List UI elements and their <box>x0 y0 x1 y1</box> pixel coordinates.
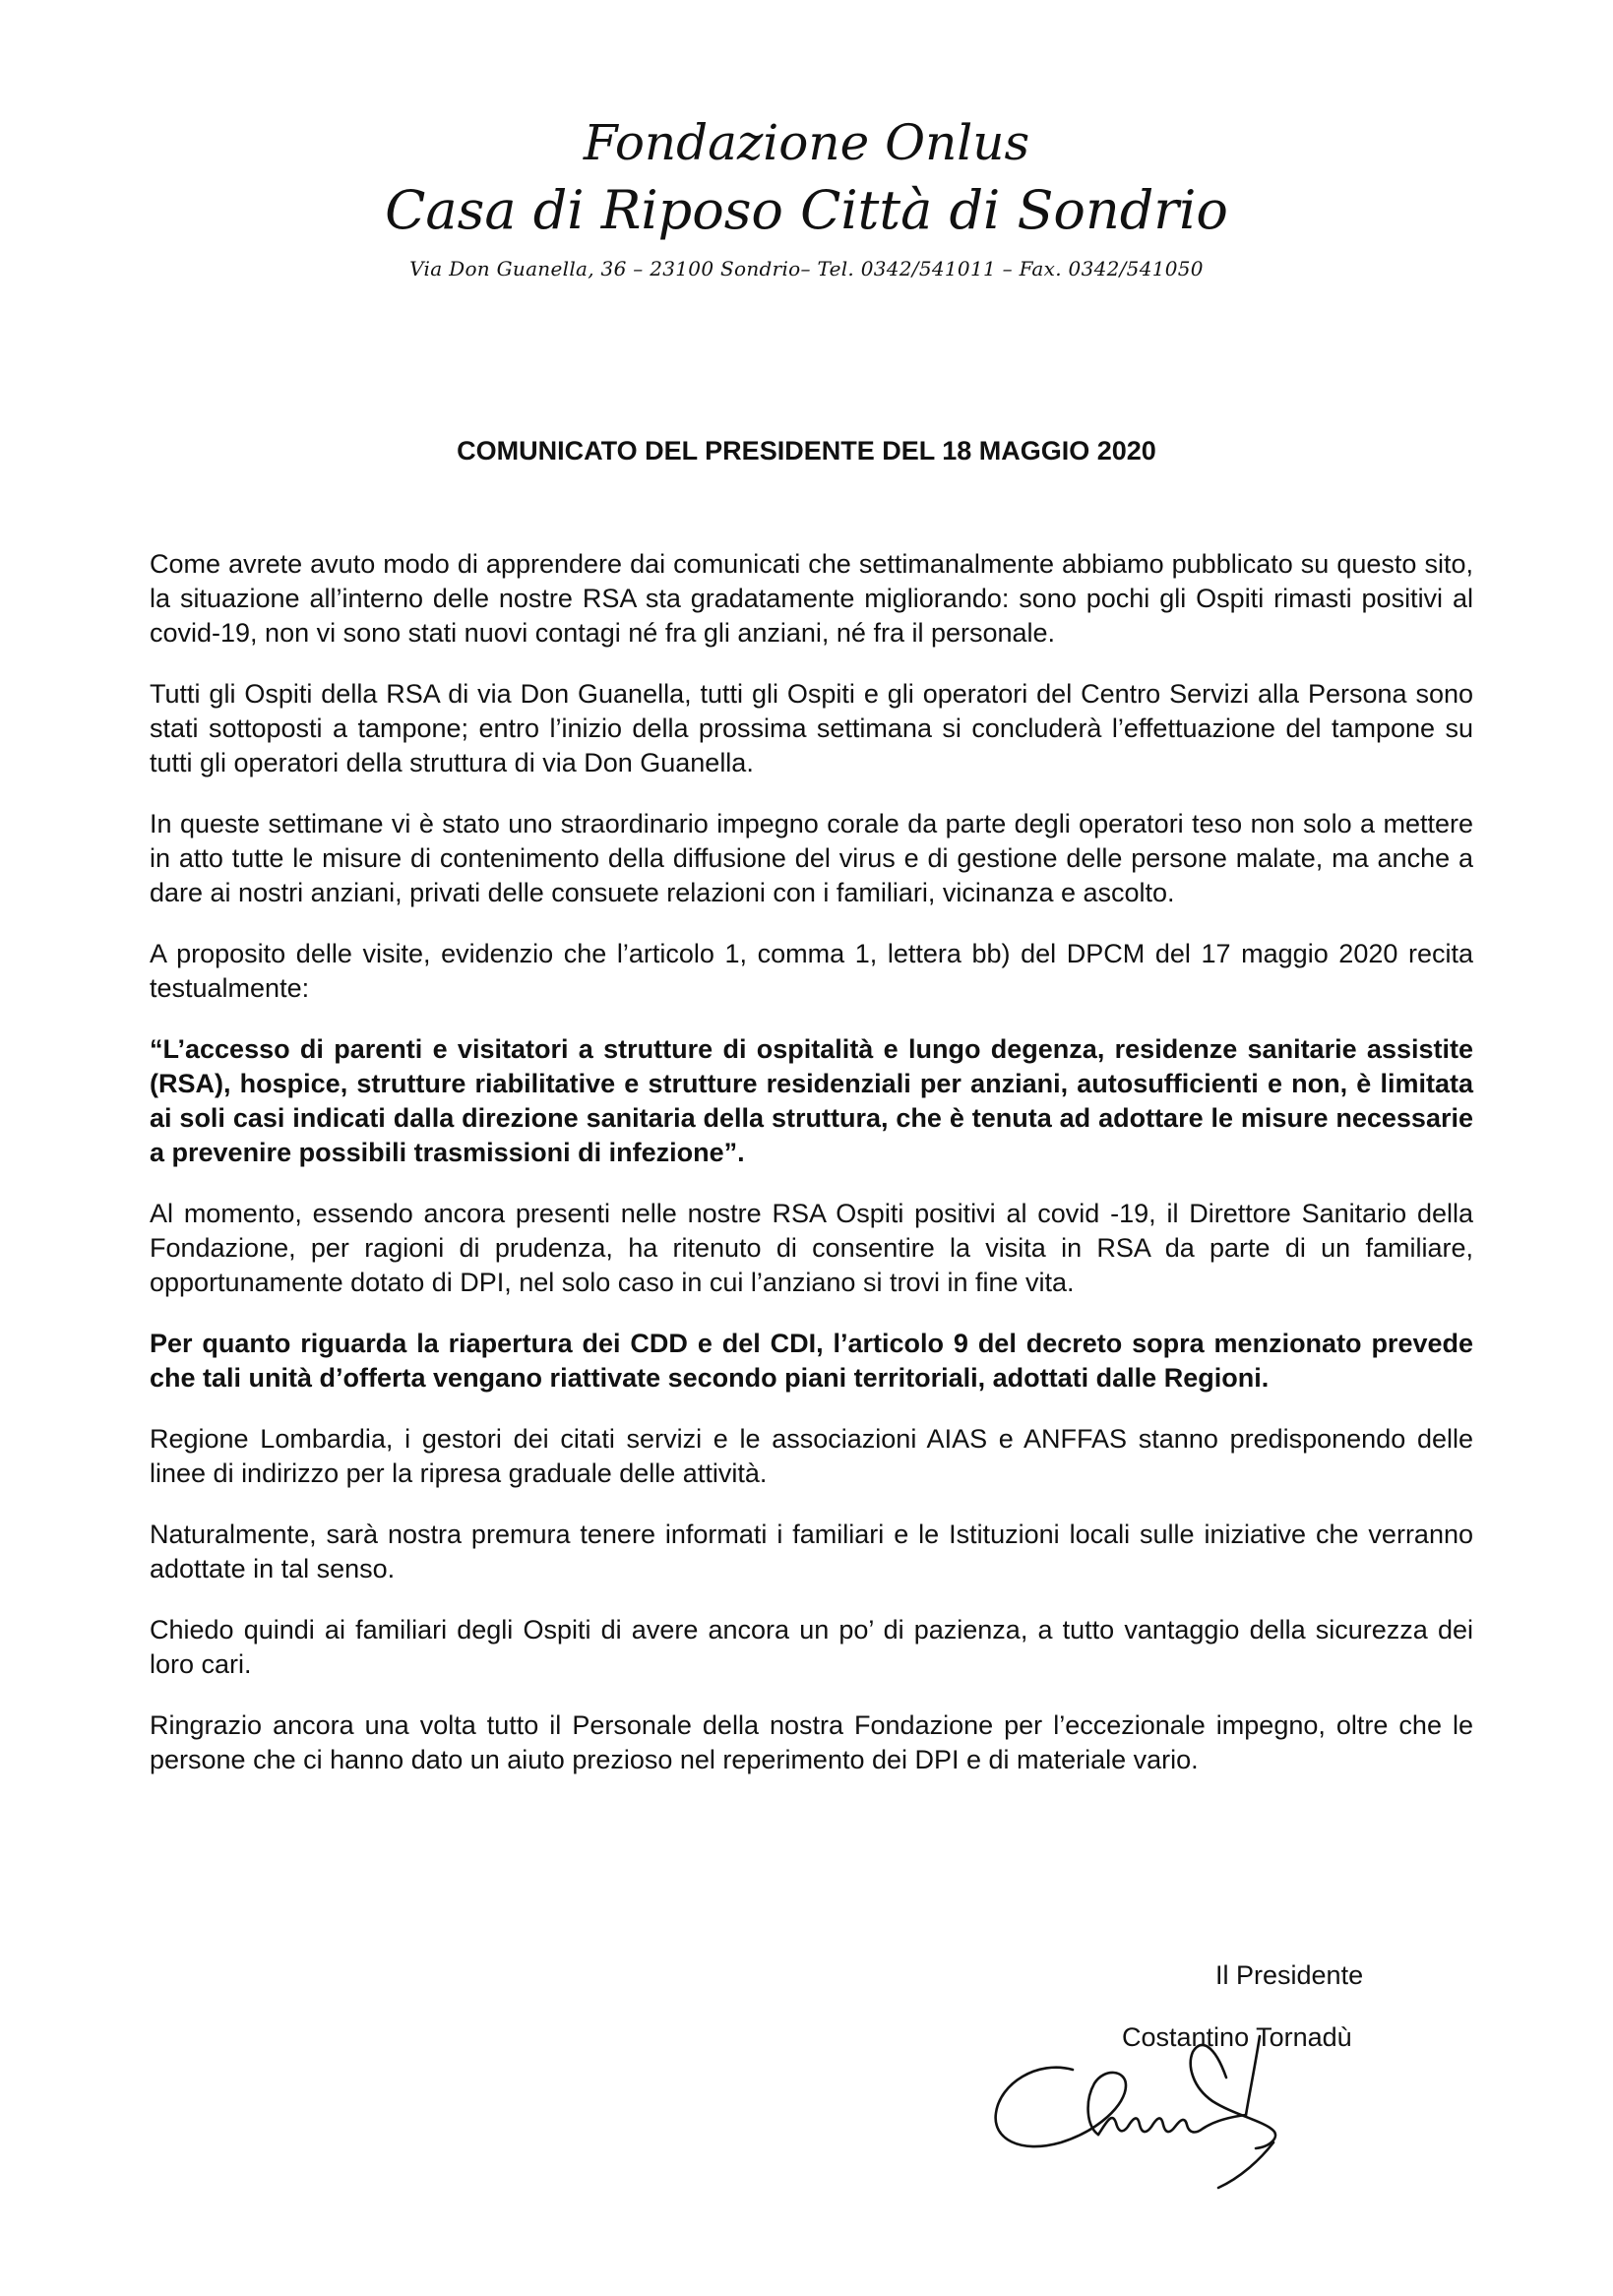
cdd-cdi-paragraph: Per quanto riguarda la riapertura dei CDD e del CDI, l’articolo 9 del decreto sopra menzionato prevede che tali unità d’offerta vengano riattivate secondo piani territoriali, adottati dalle Regioni. <box>150 1329 1473 1393</box>
paragraph-6: Al momento, essendo ancora presenti nelle nostre RSA Ospiti positivi al covid -19, il Direttore Sanitario della Fondazione, per ragioni di prudenza, ha ritenuto di consentire la visita in RSA da parte di un familiare, opportunamente dotato di DPI, nel solo caso in cui l’anziano si trovi in fine vita. <box>150 1199 1473 1297</box>
letterhead <box>0 110 1613 283</box>
foundation-name: Fondazione Onlus <box>583 114 1030 171</box>
document-body <box>150 547 1473 1804</box>
paragraph-10: Chiedo quindi ai familiari degli Ospiti di avere ancora un po’ di pazienza, a tutto vantaggio della sicurezza dei loro cari. <box>150 1615 1473 1679</box>
paragraph-4: A proposito delle visite, evidenzio che l’articolo 1, comma 1, lettera bb) del DPCM del 17 maggio 2020 recita testualmente: <box>150 939 1473 1003</box>
paragraph-11: Ringrazio ancora una volta tutto il Personale della nostra Fondazione per l’eccezionale impegno, oltre che le persone che ci hanno dato un aiuto prezioso nel reperimento dei DPI e di materiale vario. <box>150 1710 1473 1774</box>
quoted-decree-paragraph: “L’accesso di parenti e visitatori a strutture di ospitalità e lungo degenza, residenze sanitarie assistite (RSA), hospice, strutture riabilitative e strutture residenziali per anziani, autosufficienti e non, è limitata ai soli casi indicati dalla direzione sanitaria della struttura, che è tenuta ad adottare le misure necessarie a prevenire possibili trasmissioni di infezione”. <box>150 1034 1473 1167</box>
paragraph-1: Come avrete avuto modo di apprendere dai comunicati che settimanalmente abbiamo pubblicato su questo sito, la situazione all’interno delle nostre RSA sta gradatamente migliorando: sono pochi gli Ospiti rimasti positivi al covid-19, non vi sono stati nuovi contagi né fra gli anziani, né fra il personale. <box>150 549 1473 648</box>
letterhead-address: Via Don Guanella, 36 – 23100 Sondrio– Tel. 0342/541011 – Fax. 0342/541050 <box>409 257 1204 280</box>
paragraph-2: Tutti gli Ospiti della RSA di via Don Guanella, tutti gli Ospiti e gli operatori del Centro Servizi alla Persona sono stati sottoposti a tampone; entro l’inizio della prossima settimana si concluderà l’effettuazione del tampone su tutti gli operatori della struttura di via Don Guanella. <box>150 679 1473 777</box>
handwritten-signature <box>978 2032 1313 2190</box>
paragraph-9: Naturalmente, sarà nostra premura tenere informati i familiari e le Istituzioni locali sulle iniziative che verranno adottate in tal senso. <box>150 1520 1473 1583</box>
paragraph-8: Regione Lombardia, i gestori dei citati servizi e le associazioni AIAS e ANFFAS stanno predisponendo delle linee di indirizzo per la ripresa graduale delle attività. <box>150 1424 1473 1488</box>
paragraph-3: In queste settimane vi è stato uno straordinario impegno corale da parte degli operatori teso non solo a mettere in atto tutte le misure di contenimento della diffusione del virus e di gestione delle persone malate, ma anche a dare ai nostri anziani, privati delle consuete relazioni con i familiari, vicinanza e ascolto. <box>150 809 1473 907</box>
institution-name: Casa di Riposo Città di Sondrio <box>385 179 1228 241</box>
signer-role: Il Presidente <box>1215 1960 1364 1990</box>
signer-name: Costantino Tornadù <box>1122 2022 1352 2052</box>
document-title: COMUNICATO DEL PRESIDENTE DEL 18 MAGGIO 2020 <box>457 436 1156 465</box>
